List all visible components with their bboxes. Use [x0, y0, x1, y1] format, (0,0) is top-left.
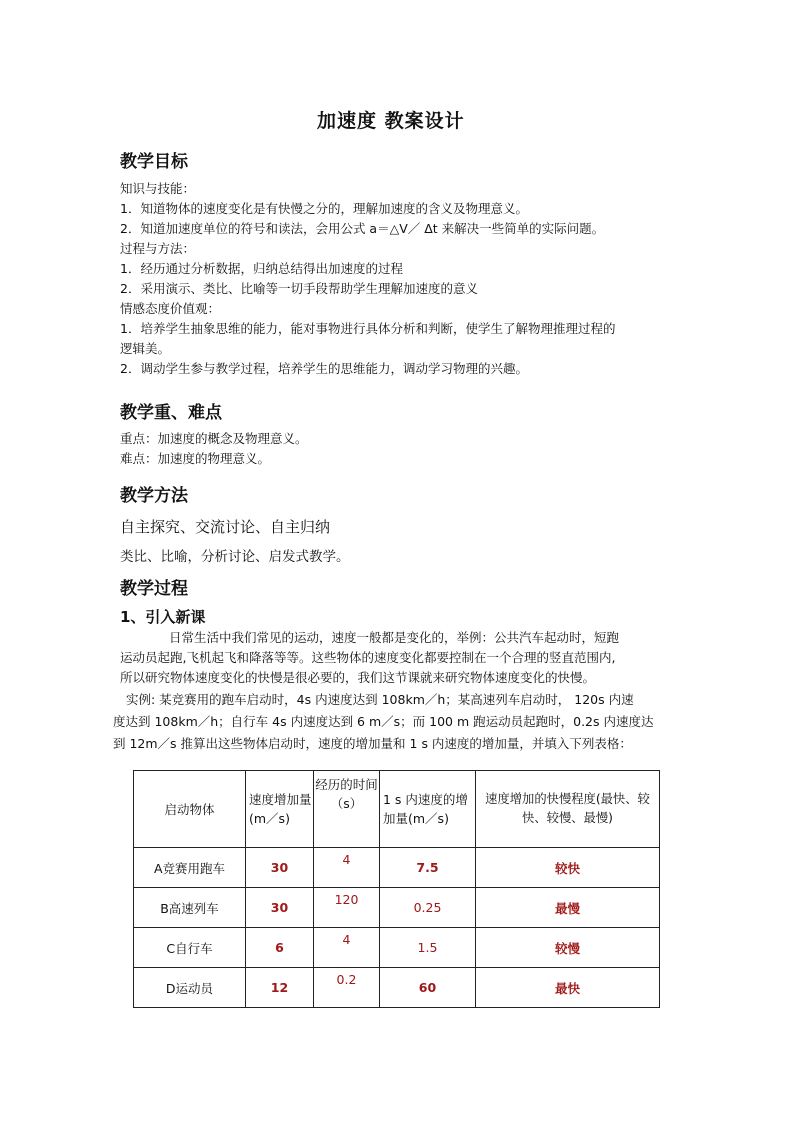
goals-paragraph: [120, 179, 615, 379]
table-row: [134, 888, 660, 928]
cell-delta-v: 30: [246, 888, 314, 928]
cell-per-second: 60: [380, 968, 476, 1008]
goals-line: 情感态度价值观：: [120, 301, 221, 316]
heading-process: 教学过程: [120, 579, 188, 599]
cell-delta-v: 6: [246, 928, 314, 968]
cell-delta-v: 12: [246, 968, 314, 1008]
cell-rank: 较快: [476, 848, 660, 888]
goals-line: 2．调动学生参与教学过程，培养学生的思维能力，调动学习物理的兴趣。: [120, 361, 528, 376]
process-line: 所以研究物体速度变化的快慢是很必要的，我们这节课就来研究物体速度变化的快慢。: [120, 670, 596, 685]
heading-key-points: 教学重、难点: [120, 403, 222, 423]
cell-time: 120: [314, 888, 380, 928]
process-line: 度达到 108km／h；自行车 4s 内速度达到 6 m／s；而 100 m 跑运动员起跑时，0.2s 内速度达: [113, 714, 654, 729]
goals-line: 知识与技能：: [120, 181, 196, 196]
goals-line: 1．经历通过分析数据，归纳总结得出加速度的过程: [120, 261, 403, 276]
page-title: 加速度 教案设计: [317, 110, 465, 132]
process-line: 实例: 某竞赛用的跑车启动时，4s 内速度达到 108km／h；某高速列车启动时， 120s 内速: [126, 692, 634, 707]
key-point-line: 重点：加速度的概念及物理意义。: [120, 431, 308, 446]
goals-line: 过程与方法：: [120, 241, 196, 256]
subheading-intro: 1、引入新课: [120, 608, 206, 626]
process-line: 运动员起跑,飞机起飞和降落等等。这些物体的速度变化都要控制在一个合理的竖直范围内,: [120, 650, 616, 665]
key-points-paragraph: [120, 429, 308, 469]
cell-object: D运动员: [134, 968, 246, 1008]
cell-time: 4: [314, 848, 380, 888]
cell-object: A竞赛用跑车: [134, 848, 246, 888]
heading-method: 教学方法: [120, 486, 188, 506]
method-line-1: 自主探究、交流讨论、自主归纳: [120, 518, 331, 536]
table-header-row: [134, 771, 660, 848]
acceleration-table: [133, 770, 660, 1008]
goals-line: 1．知道物体的速度变化是有快慢之分的，理解加速度的含义及物理意义。: [120, 201, 528, 216]
cell-object: B高速列车: [134, 888, 246, 928]
key-point-line: 难点：加速度的物理意义。: [120, 451, 271, 466]
process-line: 日常生活中我们常见的运动，速度一般都是变化的，举例：公共汽车起动时，短跑: [169, 630, 620, 645]
header-object: 启动物体: [134, 771, 246, 848]
header-time: 经历的时间（s）: [314, 771, 380, 848]
header-per-second: 1 s 内速度的增加量(m／s): [380, 771, 476, 848]
cell-time: 4: [314, 928, 380, 968]
method-line-2: 类比、比喻，分析讨论、启发式教学。: [120, 549, 350, 565]
table-row: [134, 968, 660, 1008]
cell-per-second: 7.5: [380, 848, 476, 888]
cell-time: 0.2: [314, 968, 380, 1008]
goals-line: 1．培养学生抽象思维的能力，能对事物进行具体分析和判断，使学生了解物理推理过程的: [120, 321, 616, 336]
heading-goals: 教学目标: [120, 152, 188, 172]
goals-line: 逻辑美。: [120, 341, 171, 356]
goals-line: 2．采用演示、类比、比喻等一切手段帮助学生理解加速度的意义: [120, 281, 478, 296]
cell-rank: 最快: [476, 968, 660, 1008]
cell-per-second: 0.25: [380, 888, 476, 928]
cell-rank: 最慢: [476, 888, 660, 928]
cell-object: C自行车: [134, 928, 246, 968]
cell-per-second: 1.5: [380, 928, 476, 968]
table-row: [134, 928, 660, 968]
cell-rank: 较慢: [476, 928, 660, 968]
header-rank: 速度增加的快慢程度(最快、较快、较慢、最慢): [476, 771, 660, 848]
table-row: [134, 848, 660, 888]
cell-delta-v: 30: [246, 848, 314, 888]
process-line: 到 12m／s 推算出这些物体启动时，速度的增加量和 1 s 内速度的增加量，并填入下列表格：: [113, 736, 632, 751]
header-delta-v: 速度增加量(m／s): [246, 771, 314, 848]
goals-line: 2．知道加速度单位的符号和读法，会用公式 a＝△V／ Δt 来解决一些简单的实际问题。: [120, 221, 605, 236]
